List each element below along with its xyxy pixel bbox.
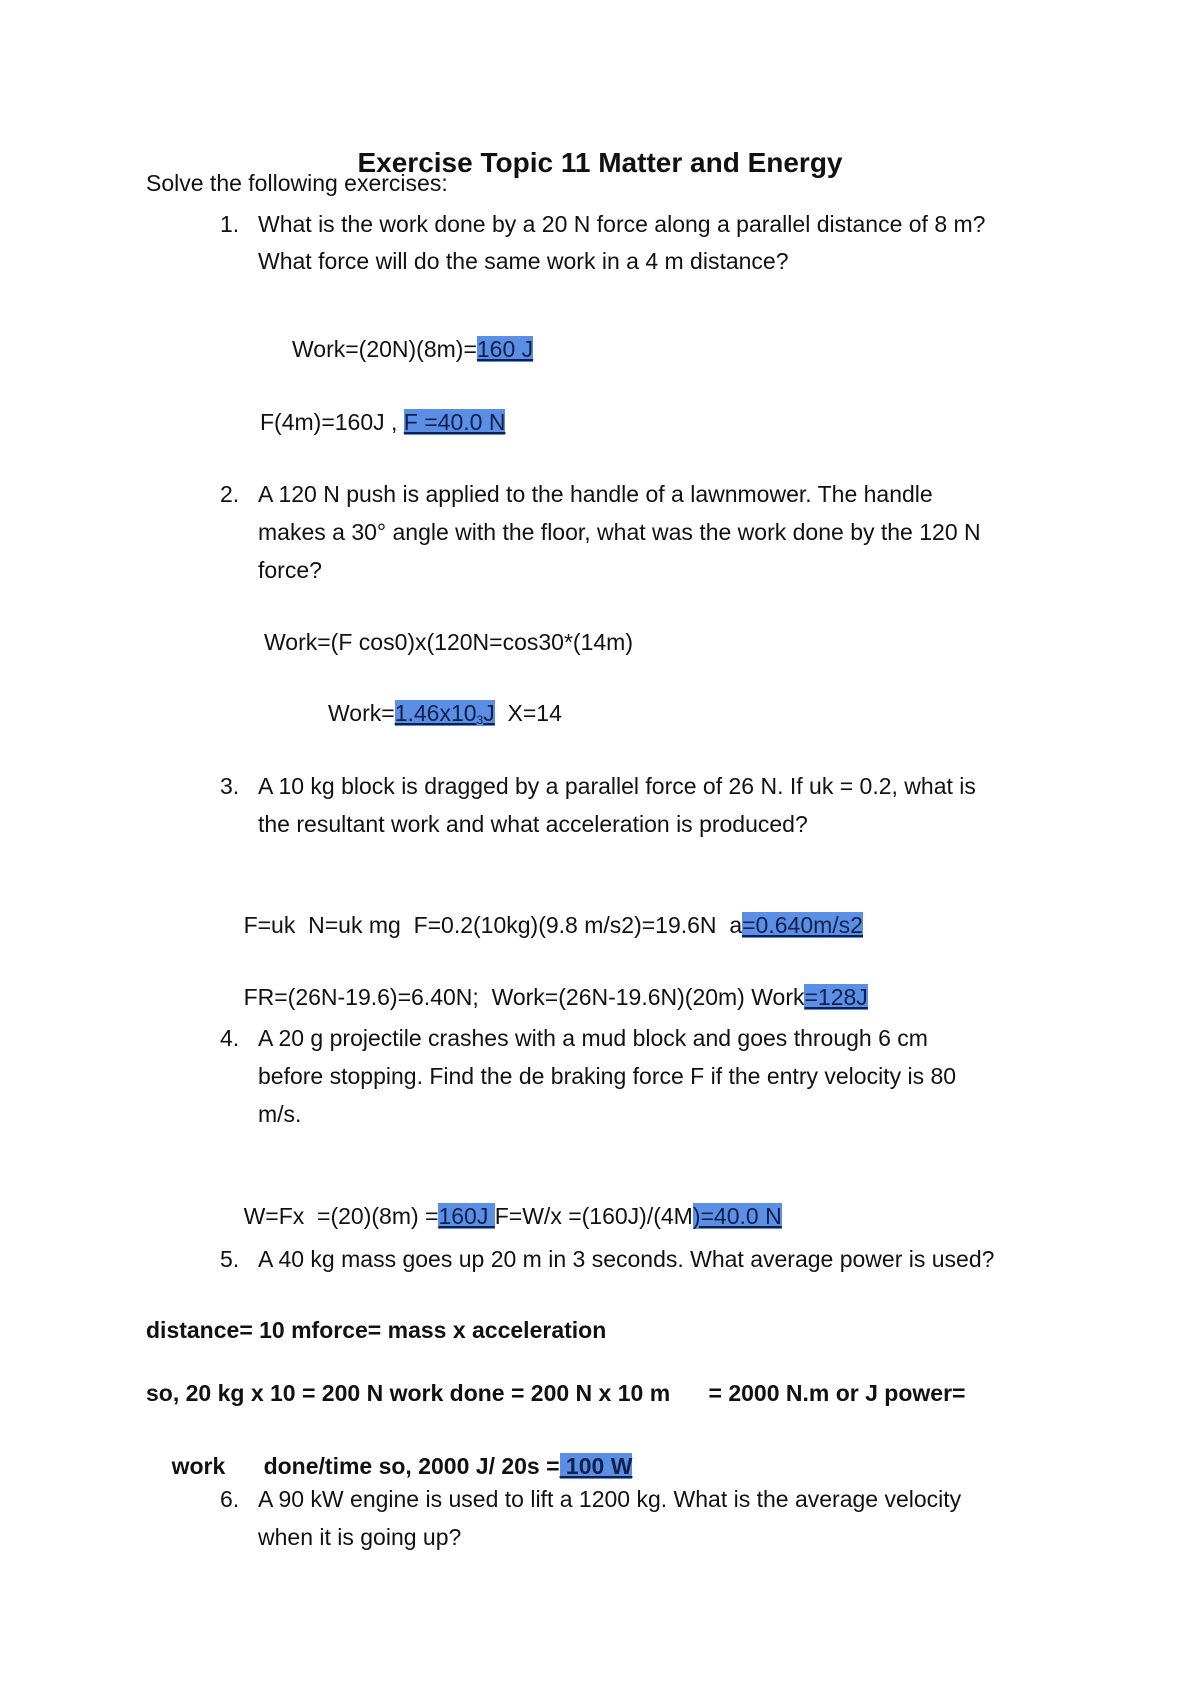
q2-answer2 (328, 698, 562, 735)
q4-answer-highlight2: )=40.0 N (692, 1203, 782, 1229)
q4-number: 4. (220, 1025, 240, 1051)
q1-line2: What force will do the same work in a 4 m distance? (258, 248, 789, 274)
q3-line2: the resultant work and what acceleration is produced? (258, 811, 808, 837)
q1-answer1 (292, 334, 533, 364)
q3-number: 3. (220, 773, 240, 799)
q4-line3: m/s. (258, 1101, 302, 1127)
q2-answer2-text: Work= (328, 700, 395, 726)
q6-line2: when it is going up? (258, 1524, 462, 1550)
q5-answer3-highlight: 100 W (559, 1453, 633, 1479)
q2-line3: force? (258, 557, 322, 583)
q1-line1: What is the work done by a 20 N force along a parallel distance of 8 m? (258, 211, 986, 237)
q4-answer-highlight1: 160J (438, 1203, 495, 1229)
q3-answer2-highlight: =128J (804, 984, 868, 1010)
q2-line2: makes a 30° angle with the floor, what was the work done by the 120 N (258, 519, 981, 545)
q3-line1: A 10 kg block is dragged by a parallel force of 26 N. If uk = 0.2, what is (258, 773, 976, 799)
q1-answer1-highlight: 160 J (476, 336, 534, 362)
q1-answer2-highlight: F =40.0 N (403, 409, 506, 435)
q5-number: 5. (220, 1246, 240, 1272)
q2-number: 2. (220, 481, 240, 507)
q1-answer1-mid: )= (455, 336, 477, 362)
q5-answer1: distance= 10 mforce= mass x acceleration (146, 1317, 607, 1343)
intro-text: Solve the following exercises: (146, 170, 448, 196)
page-title: Exercise Topic 11 Matter and Energy (357, 147, 843, 178)
q1-number: 1. (220, 211, 240, 237)
q3-answer1-highlight: =0.640m/s2 (742, 912, 863, 938)
q5-answer2: so, 20 kg x 10 = 200 N work done = 200 N x 10 m = 2000 N.m or J power= (146, 1380, 966, 1406)
q1-answer1-text: Work=(20N)(8m (292, 336, 456, 362)
q1-answer2-text: F(4m)=160J , (260, 409, 404, 435)
q6-number: 6. (220, 1486, 240, 1512)
q1-answer2 (260, 407, 505, 437)
q4-line1: A 20 g projectile crashes with a mud block and goes through 6 cm (258, 1025, 928, 1051)
q2-answer2-value: 1.46x10 (394, 700, 477, 726)
q5-line1: A 40 kg mass goes up 20 m in 3 seconds. What average power is used? (258, 1246, 995, 1272)
q2-answer2-unit: J (483, 700, 495, 726)
q4-answer-text: W=Fx =(20)(8m) = (243, 1203, 439, 1229)
q3-answer2-text: FR=(26N-19.6)=6.40N; Work=(26N-19.6N)(20m) Work (243, 984, 805, 1010)
q4-line2: before stopping. Find the de braking force F if the entry velocity is 80 (258, 1063, 957, 1089)
q2-answer2-post: X=14 (494, 700, 562, 726)
q2-answer2-exponent: 3 (476, 713, 484, 727)
q2-line1: A 120 N push is applied to the handle of a lawnmower. The handle (258, 481, 933, 507)
q4-answer-mid: F=W/x =(160J)/(4M (494, 1203, 693, 1229)
q2-answer1: Work=(F cos0)x(120N=cos30*(14m) (264, 629, 633, 655)
q5-answer3-text: work done/time so, 2000 J/ 20s = (171, 1453, 560, 1479)
q2-answer2-highlight-a (395, 700, 495, 726)
q3-answer1-text: F=uk N=uk mg F=0.2(10kg)(9.8 m/s2)=19.6N a (243, 912, 743, 938)
q6-line1: A 90 kW engine is used to lift a 1200 kg. What is the average velocity (258, 1486, 962, 1512)
